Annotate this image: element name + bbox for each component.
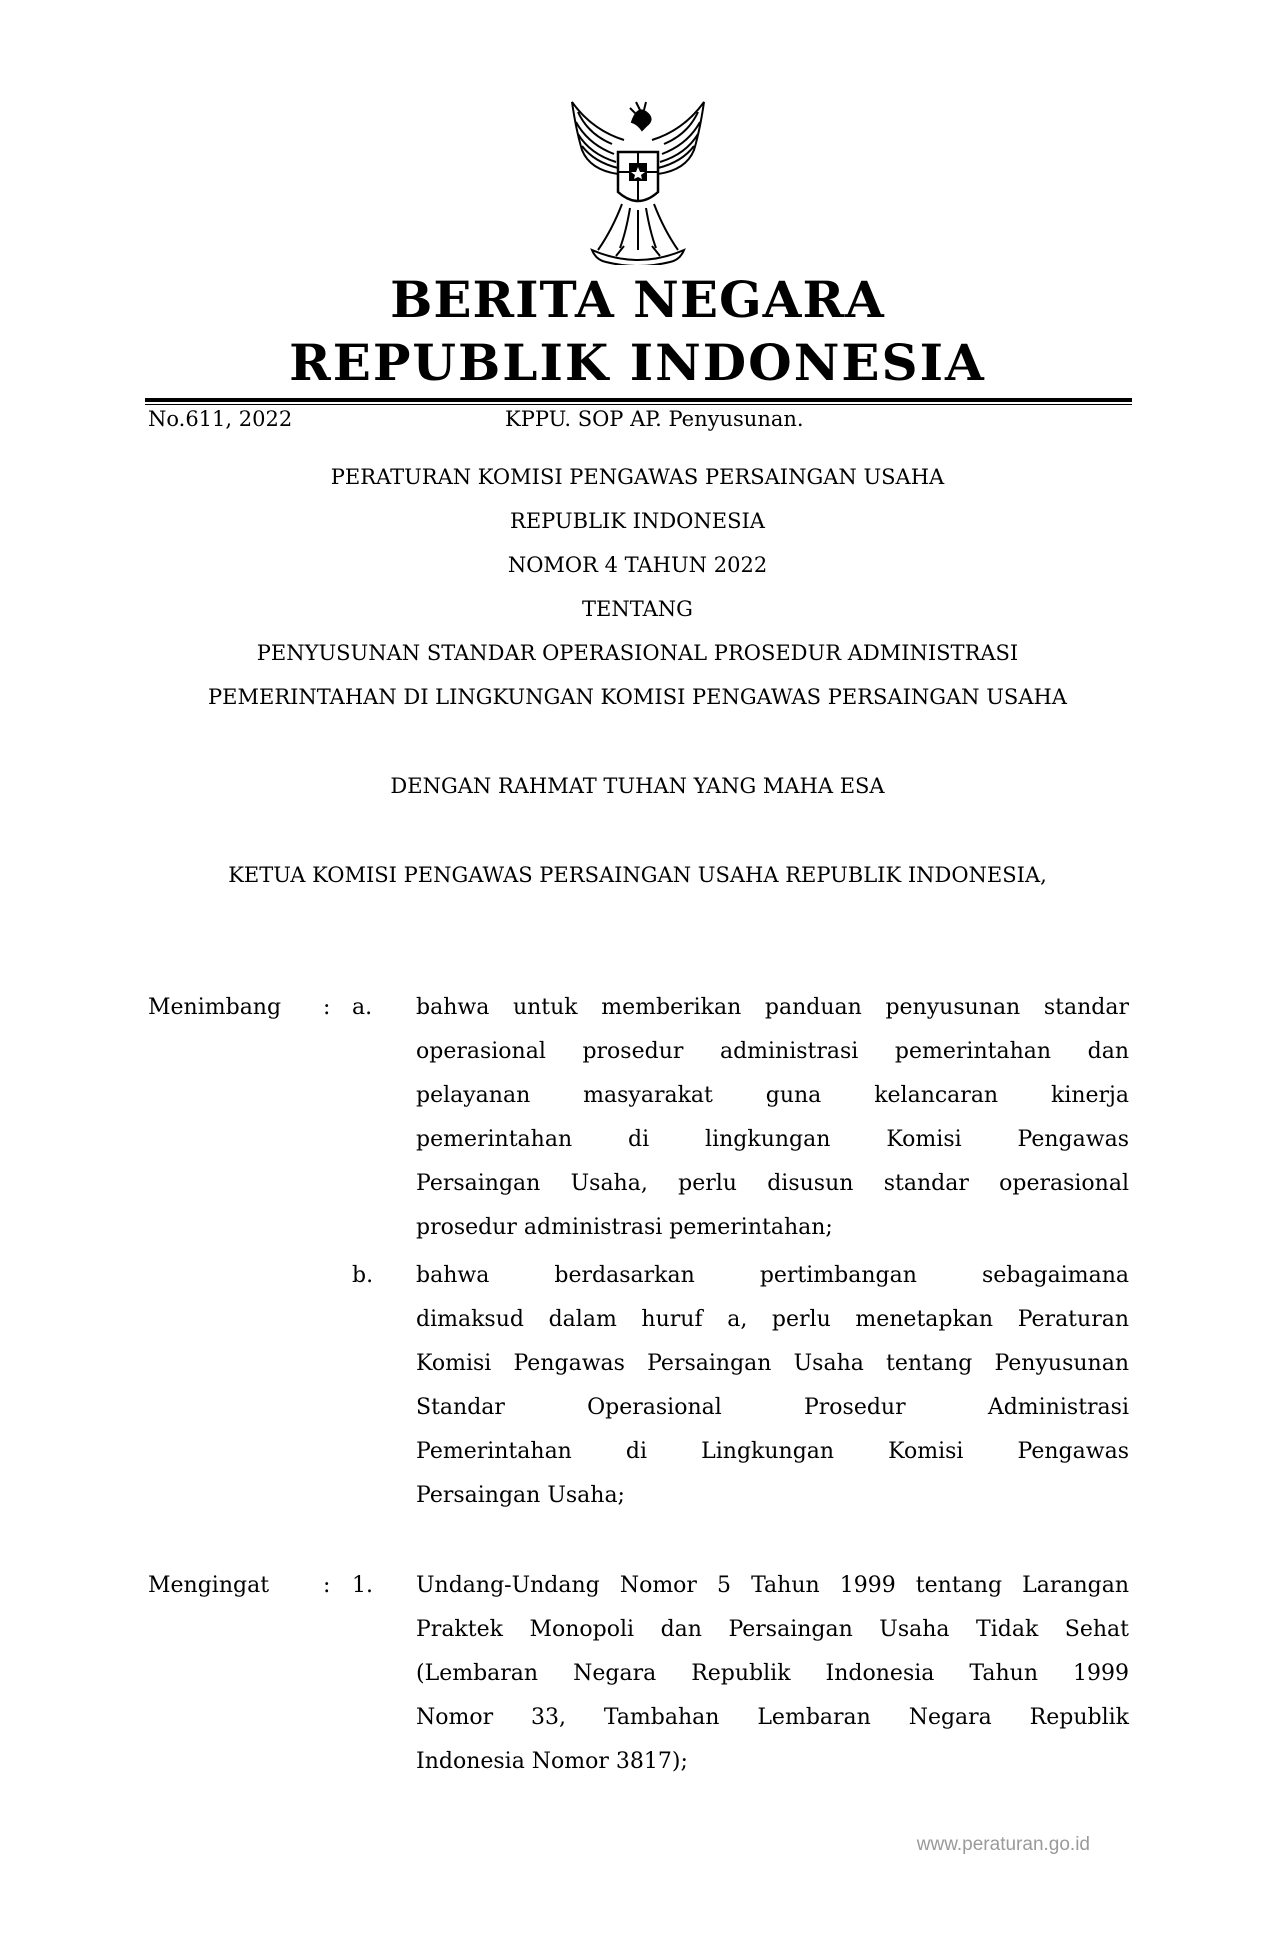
paragraph-line: Persaingan Usaha; — [416, 1483, 625, 1508]
paragraph-line: Komisi Pengawas Persaingan Usaha tentang Penyusunan — [416, 1351, 1129, 1376]
menimbang-label: Menimbang — [148, 995, 282, 1020]
header-divider-thick — [145, 398, 1132, 402]
paragraph-line: Pemerintahan di Lingkungan Komisi Pengawas — [416, 1439, 1129, 1464]
garuda-emblem-icon — [562, 100, 714, 265]
paragraph-line: operasional prosedur administrasi pemerintahan dan — [416, 1039, 1129, 1064]
paragraph-line: prosedur administrasi pemerintahan; — [416, 1215, 833, 1240]
paragraph-line: (Lembaran Negara Republik Indonesia Tahun 1999 — [416, 1661, 1129, 1686]
paragraph-line: pelayanan masyarakat guna kelancaran kinerja — [416, 1083, 1129, 1108]
regulation-title-line: PENYUSUNAN STANDAR OPERASIONAL PROSEDUR ADMINISTRASI — [256, 641, 1019, 665]
paragraph-line: Indonesia Nomor 3817); — [416, 1749, 688, 1774]
item-marker: 1. — [352, 1573, 373, 1598]
mengingat-item-1 — [416, 1564, 1129, 1784]
masthead-subtitle: REPUBLIK INDONESIA — [289, 333, 986, 392]
paragraph-line: pemerintahan di lingkungan Komisi Pengawas — [416, 1127, 1129, 1152]
paragraph-line: Undang-Undang Nomor 5 Tahun 1999 tentang Larangan — [416, 1573, 1129, 1598]
regulation-title-line: PEMERINTAHAN DI LINGKUNGAN KOMISI PENGAWAS PERSAINGAN USAHA — [208, 685, 1067, 709]
paragraph-line: Nomor 33, Tambahan Lembaran Negara Republik — [416, 1705, 1129, 1730]
paragraph-line: bahwa untuk memberikan panduan penyusunan standar — [416, 995, 1129, 1020]
paragraph-line: dimaksud dalam huruf a, perlu menetapkan Peraturan — [416, 1307, 1129, 1332]
menimbang-item-b — [416, 1254, 1129, 1518]
header-divider-thin — [145, 404, 1132, 405]
mengingat-label: Mengingat — [148, 1573, 270, 1598]
item-marker: b. — [352, 1263, 374, 1288]
paragraph-line: Standar Operasional Prosedur Administrasi — [416, 1395, 1129, 1420]
mengingat-colon: : — [323, 1573, 331, 1598]
invocation: DENGAN RAHMAT TUHAN YANG MAHA ESA — [390, 774, 885, 798]
gazette-subject: KPPU. SOP AP. Penyusunan. — [505, 407, 804, 431]
masthead-title: BERITA NEGARA — [390, 270, 885, 329]
issuer: KETUA KOMISI PENGAWAS PERSAINGAN USAHA REPUBLIK INDONESIA, — [228, 863, 1047, 887]
paragraph-line: bahwa berdasarkan pertimbangan sebagaimana — [416, 1263, 1129, 1288]
source-watermark: www.peraturan.go.id — [916, 1834, 1090, 1855]
paragraph-line: Persaingan Usaha, perlu disusun standar operasional — [416, 1171, 1129, 1196]
menimbang-colon: : — [323, 995, 331, 1020]
gazette-number: No.611, 2022 — [148, 407, 293, 431]
menimbang-item-a — [416, 986, 1129, 1250]
regulation-title-line: NOMOR 4 TAHUN 2022 — [507, 553, 768, 577]
regulation-title-line: PERATURAN KOMISI PENGAWAS PERSAINGAN USAHA — [330, 465, 945, 489]
paragraph-line: Praktek Monopoli dan Persaingan Usaha Tidak Sehat — [416, 1617, 1129, 1642]
regulation-title-line: REPUBLIK INDONESIA — [510, 509, 765, 533]
regulation-title-line: TENTANG — [582, 597, 693, 621]
item-marker: a. — [352, 995, 373, 1020]
